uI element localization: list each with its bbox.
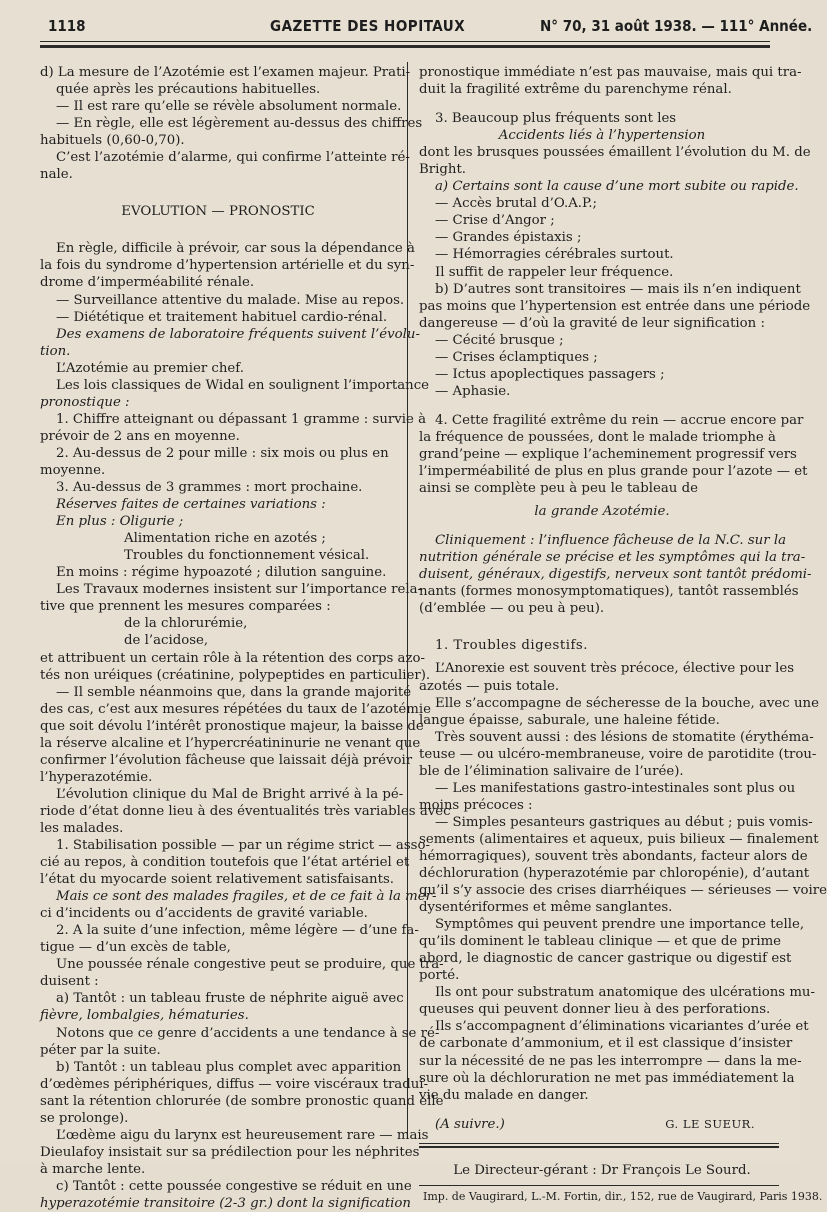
text-line: pas moins que l’hypertension est entrée dans une période bbox=[419, 298, 811, 314]
text-line: Alimentation riche en azotés ; bbox=[124, 531, 326, 547]
text-line: 3. Au-dessus de 3 grammes : mort prochaine. bbox=[56, 480, 363, 496]
text-line: d) La mesure de l’Azotémie est l’examen majeur. Prati- bbox=[40, 65, 411, 80]
text-line: azotés — puis totale. bbox=[419, 678, 560, 694]
text-line: Ils s’accompagnent d’éliminations vicariantes d’urée et bbox=[435, 1019, 809, 1035]
text-line: Une poussée rénale congestive peut se produire, que tra- bbox=[56, 957, 444, 973]
text-line: sure où la déchloruration ne met pas immédiatement la bbox=[419, 1070, 795, 1086]
text-line: — Diététique et traitement habituel cardio-rénal. bbox=[56, 309, 388, 325]
text-line: péter par la suite. bbox=[40, 1042, 161, 1058]
text-line: de la chlorurémie, bbox=[124, 616, 248, 632]
text-line: Les Travaux modernes insistent sur l’importance rela- bbox=[56, 582, 422, 598]
text-line: — Surveillance attentive du malade. Mise au repos. bbox=[56, 292, 405, 308]
text-line: et attribuent un certain rôle à la rétention des corps azo- bbox=[40, 650, 425, 666]
text-line: 4. Cette fragilité extrême du rein — accrue encore par bbox=[435, 412, 804, 428]
to-be-continued: (A suivre.) bbox=[435, 1116, 505, 1132]
text-line: l’hyperazotémie. bbox=[40, 769, 153, 785]
text-line: la fréquence de poussées, dont le malade triomphe à bbox=[419, 429, 776, 445]
text-line: se prolonge). bbox=[40, 1110, 129, 1126]
text-line: langue épaisse, saburale, une haleine fétide. bbox=[419, 712, 720, 728]
text-line: l’état du myocarde soient relativement satisfaisants. bbox=[40, 872, 395, 888]
text-line: tive que prennent les mesures comparées : bbox=[40, 599, 331, 615]
author: G. LE SUEUR. bbox=[665, 1116, 755, 1131]
text-line: — Grandes épistaxis ; bbox=[435, 230, 582, 246]
text-line: — Crise d’Angor ; bbox=[435, 213, 555, 229]
director-line: Le Directeur-gérant : Dr François Le Sourd. bbox=[453, 1162, 751, 1178]
text-line: habituels (0,60-0,70). bbox=[40, 133, 185, 149]
text-line: Troubles du fonctionnement vésical. bbox=[124, 548, 370, 564]
text-line: de l’acidose, bbox=[124, 633, 209, 649]
footer-rule bbox=[419, 1143, 779, 1144]
header-rule-thick bbox=[40, 45, 770, 48]
text-line: pronostique : bbox=[40, 394, 130, 410]
text-line: En plus : Oligurie ; bbox=[56, 514, 184, 530]
text-line: moins précoces : bbox=[419, 797, 533, 813]
text-line: tés non uréiques (créatinine, polypeptides en particulier). bbox=[40, 667, 431, 683]
text-line: — Il semble néanmoins que, dans la grande majorité bbox=[56, 684, 412, 700]
text-line: pronostique immédiate n’est pas mauvaise, mais qui tra- bbox=[419, 65, 802, 80]
text-line: b) D’autres sont transitoires — mais ils n’en indiquent bbox=[435, 281, 801, 297]
text-line: — Cécité brusque ; bbox=[435, 332, 564, 348]
text-line: déchloruration (hyperazotémie par chloropénie), d’autant bbox=[419, 866, 810, 882]
text-line: En moins : régime hypoazoté ; dilution sanguine. bbox=[56, 565, 387, 581]
text-line: d’œdèmes périphériques, diffus — voire viscéraux tradui- bbox=[40, 1076, 429, 1092]
text-line: — Il est rare qu’elle se révèle absolument normale. bbox=[56, 99, 402, 115]
page-number: 1118 bbox=[48, 17, 86, 35]
text-line: 1. Chiffre atteignant ou dépassant 1 gramme : survie à bbox=[56, 411, 427, 427]
text-line: Des examens de laboratoire fréquents suivent l’évolu- bbox=[56, 326, 420, 342]
text-line: — Ictus apoplectiques passagers ; bbox=[435, 366, 665, 382]
text-line: prévoir de 2 ans en moyenne. bbox=[40, 428, 240, 444]
text-line: cié au repos, à condition toutefois que l’état artériel et bbox=[40, 855, 410, 871]
text-line: Très souvent aussi : des lésions de stomatite (érythéma- bbox=[435, 729, 814, 745]
text-line: teuse — ou ulcéro-membraneuse, voire de parotidite (trou- bbox=[419, 746, 817, 762]
subsection-heading: Accidents liés à l’hypertension bbox=[498, 128, 706, 144]
text-line: — Hémorragies cérébrales surtout. bbox=[435, 247, 674, 263]
text-line: C’est l’azotémie d’alarme, qui confirme l’atteinte ré- bbox=[56, 150, 410, 166]
text-line: quée après les précautions habituelles. bbox=[56, 82, 321, 98]
text-line: Cliniquement : l’influence fâcheuse de la N.C. sur la bbox=[435, 533, 787, 549]
text-line: — Accès brutal d’O.A.P.; bbox=[435, 196, 597, 212]
footer-rule-bottom bbox=[419, 1185, 779, 1186]
text-line: Mais ce sont des malades fragiles, et de ce fait à la mer- bbox=[56, 889, 437, 905]
text-line: riode d’état donne lieu à des éventualités très variables avec bbox=[40, 803, 451, 819]
text-line: c) Tantôt : cette poussée congestive se réduit en une bbox=[56, 1178, 412, 1194]
text-line: Dieulafoy insistait sur sa prédilection pour les néphrites bbox=[40, 1144, 420, 1160]
text-line: — Les manifestations gastro-intestinales sont plus ou bbox=[435, 780, 796, 796]
subsection-heading: 1. Troubles digestifs. bbox=[435, 638, 588, 654]
text-line: abord, le diagnostic de cancer gastrique ou digestif est bbox=[419, 951, 792, 967]
text-line: sur la nécessité de ne pas les interrompre — dans la me- bbox=[419, 1053, 802, 1069]
text-line: dangereuse — d’où la gravité de leur signification : bbox=[419, 315, 765, 331]
text-line: tion. bbox=[40, 343, 71, 359]
text-line: à marche lente. bbox=[40, 1161, 146, 1177]
text-line: grand’peine — explique l’acheminement progressif vers bbox=[419, 446, 797, 462]
text-line: les malades. bbox=[40, 820, 124, 836]
text-line: — Crises éclamptiques ; bbox=[435, 349, 598, 365]
section-heading: EVOLUTION — PRONOSTIC bbox=[121, 204, 315, 220]
text-line: sant la rétention chlorurée (de sombre pronostic quand elle bbox=[40, 1093, 444, 1109]
text-line: la fois du syndrome d’hypertension artérielle et du syn- bbox=[40, 258, 415, 274]
text-line: qu’ils dominent le tableau clinique — et que de prime bbox=[419, 934, 782, 950]
text-line: la réserve alcaline et l’hypercréatininurie ne venant que bbox=[40, 735, 421, 751]
text-line: 2. Au-dessus de 2 pour mille : six mois ou plus en bbox=[56, 445, 389, 461]
text-line: Elle s’accompagne de sécheresse de la bouche, avec une bbox=[435, 695, 819, 711]
text-line: sements (alimentaires et aqueux, puis bilieux — finalement bbox=[419, 831, 819, 847]
text-line: — Simples pesanteurs gastriques au début ; puis vomis- bbox=[435, 814, 813, 830]
right-column bbox=[419, 64, 827, 1205]
text-line: nutrition générale se précise et les symptômes qui la tra- bbox=[419, 550, 806, 566]
footer-rule-thick bbox=[419, 1146, 779, 1148]
text-line: dont les brusques poussées émaillent l’évolution du M. de bbox=[419, 145, 811, 161]
column-divider bbox=[407, 62, 408, 1137]
signature-line bbox=[419, 1116, 785, 1133]
text-line: Bright. bbox=[419, 162, 467, 178]
text-line: porté. bbox=[419, 968, 460, 984]
text-line: Les lois classiques de Widal en soulignent l’importance bbox=[56, 377, 430, 393]
text-line: fièvre, lombalgies, hématuries. bbox=[40, 1008, 249, 1024]
text-line: duisent : bbox=[40, 974, 99, 990]
text-line: — Aphasie. bbox=[435, 383, 511, 399]
text-line: L’évolution clinique du Mal de Bright arrivé à la pé- bbox=[56, 786, 404, 802]
text-line: 3. Beaucoup plus fréquents sont les bbox=[435, 111, 677, 127]
text-line: Réserves faites de certaines variations : bbox=[56, 497, 326, 513]
text-line: (d’emblée — ou peu à peu). bbox=[419, 601, 605, 617]
journal-title: GAZETTE DES HOPITAUX bbox=[270, 17, 466, 35]
text-line: qu’il s’y associe des crises diarrhéiques — sérieuses — voire bbox=[419, 883, 827, 899]
text-line: a) Certains sont la cause d’une mort subite ou rapide. bbox=[435, 179, 799, 195]
text-line: b) Tantôt : un tableau plus complet avec apparition bbox=[56, 1059, 402, 1075]
text-line: drome d’imperméabilité rénale. bbox=[40, 275, 255, 291]
text-line: Il suffit de rappeler leur fréquence. bbox=[435, 264, 674, 280]
page-header bbox=[40, 17, 813, 37]
text-line: 2. A la suite d’une infection, même légère — d’une fa- bbox=[56, 923, 419, 939]
text-line: ainsi se complète peu à peu le tableau de bbox=[419, 481, 698, 497]
text-line: confirmer l’évolution fâcheuse que laissait déjà prévoir bbox=[40, 752, 413, 768]
text-line: a) Tantôt : un tableau fruste de néphrite aiguë avec bbox=[56, 991, 404, 1007]
text-line: ci d’incidents ou d’accidents de gravité variable. bbox=[40, 906, 368, 922]
text-line: En règle, difficile à prévoir, car sous la dépendance à bbox=[56, 241, 415, 257]
text-line: duit la fragilité extrême du parenchyme rénal. bbox=[419, 82, 732, 98]
text-line: L’Anorexie est souvent très précoce, élective pour les bbox=[435, 661, 795, 677]
text-line: Symptômes qui peuvent prendre une importance telle, bbox=[435, 917, 805, 933]
text-line: moyenne. bbox=[40, 462, 106, 478]
printer-line: Imp. de Vaugirard, L.-M. Fortin, dir., 152, rue de Vaugirard, Paris 1938. bbox=[423, 1189, 823, 1203]
text-line: tigue — d’un excès de table, bbox=[40, 940, 231, 956]
text-line: hémorragiques), souvent très abondants, facteur alors de bbox=[419, 848, 808, 864]
header-rule bbox=[40, 41, 770, 42]
text-line: hyperazotémie transitoire (2-3 gr.) dont la signification bbox=[40, 1196, 411, 1211]
text-line: nants (formes monosymptomatiques), tantôt rassemblés bbox=[419, 584, 799, 600]
text-line: l’imperméabilité de plus en plus grande pour l’azote — et bbox=[419, 464, 808, 480]
text-line: nale. bbox=[40, 167, 73, 183]
text-line: duisent, généraux, digestifs, nerveux sont tantôt prédomi- bbox=[419, 567, 812, 583]
text-line: 1. Stabilisation possible — par un régime strict — asso- bbox=[56, 838, 430, 854]
text-line: ble de l’élimination salivaire de l’urée). bbox=[419, 763, 684, 779]
text-line: vie du malade en danger. bbox=[419, 1087, 589, 1103]
text-line: de carbonate d’ammonium, et il est classique d’insister bbox=[419, 1036, 793, 1052]
text-line: L’œdème aigu du larynx est heureusement rare — mais bbox=[56, 1127, 429, 1143]
text-line: queuses qui peuvent donner lieu à des perforations. bbox=[419, 1002, 771, 1018]
text-line: Ils ont pour substratum anatomique des ulcérations mu- bbox=[435, 985, 815, 1001]
issue-info: N° 70, 31 août 1938. — 111° Année. bbox=[540, 17, 813, 35]
text-line: que soit dévolu l’intérêt pronostique majeur, la baisse de bbox=[40, 718, 424, 734]
text-line: L’Azotémie au premier chef. bbox=[56, 360, 244, 376]
text-line: des cas, c’est aux mesures répétées du taux de l’azotémie bbox=[40, 701, 431, 717]
subsection-heading: la grande Azotémie. bbox=[534, 504, 670, 520]
text-line: Notons que ce genre d’accidents a une tendance à se ré- bbox=[56, 1025, 440, 1041]
text-line: — En règle, elle est légèrement au-dessus des chiffres bbox=[56, 116, 423, 132]
text-line: dysentériformes et même sanglantes. bbox=[419, 900, 673, 916]
